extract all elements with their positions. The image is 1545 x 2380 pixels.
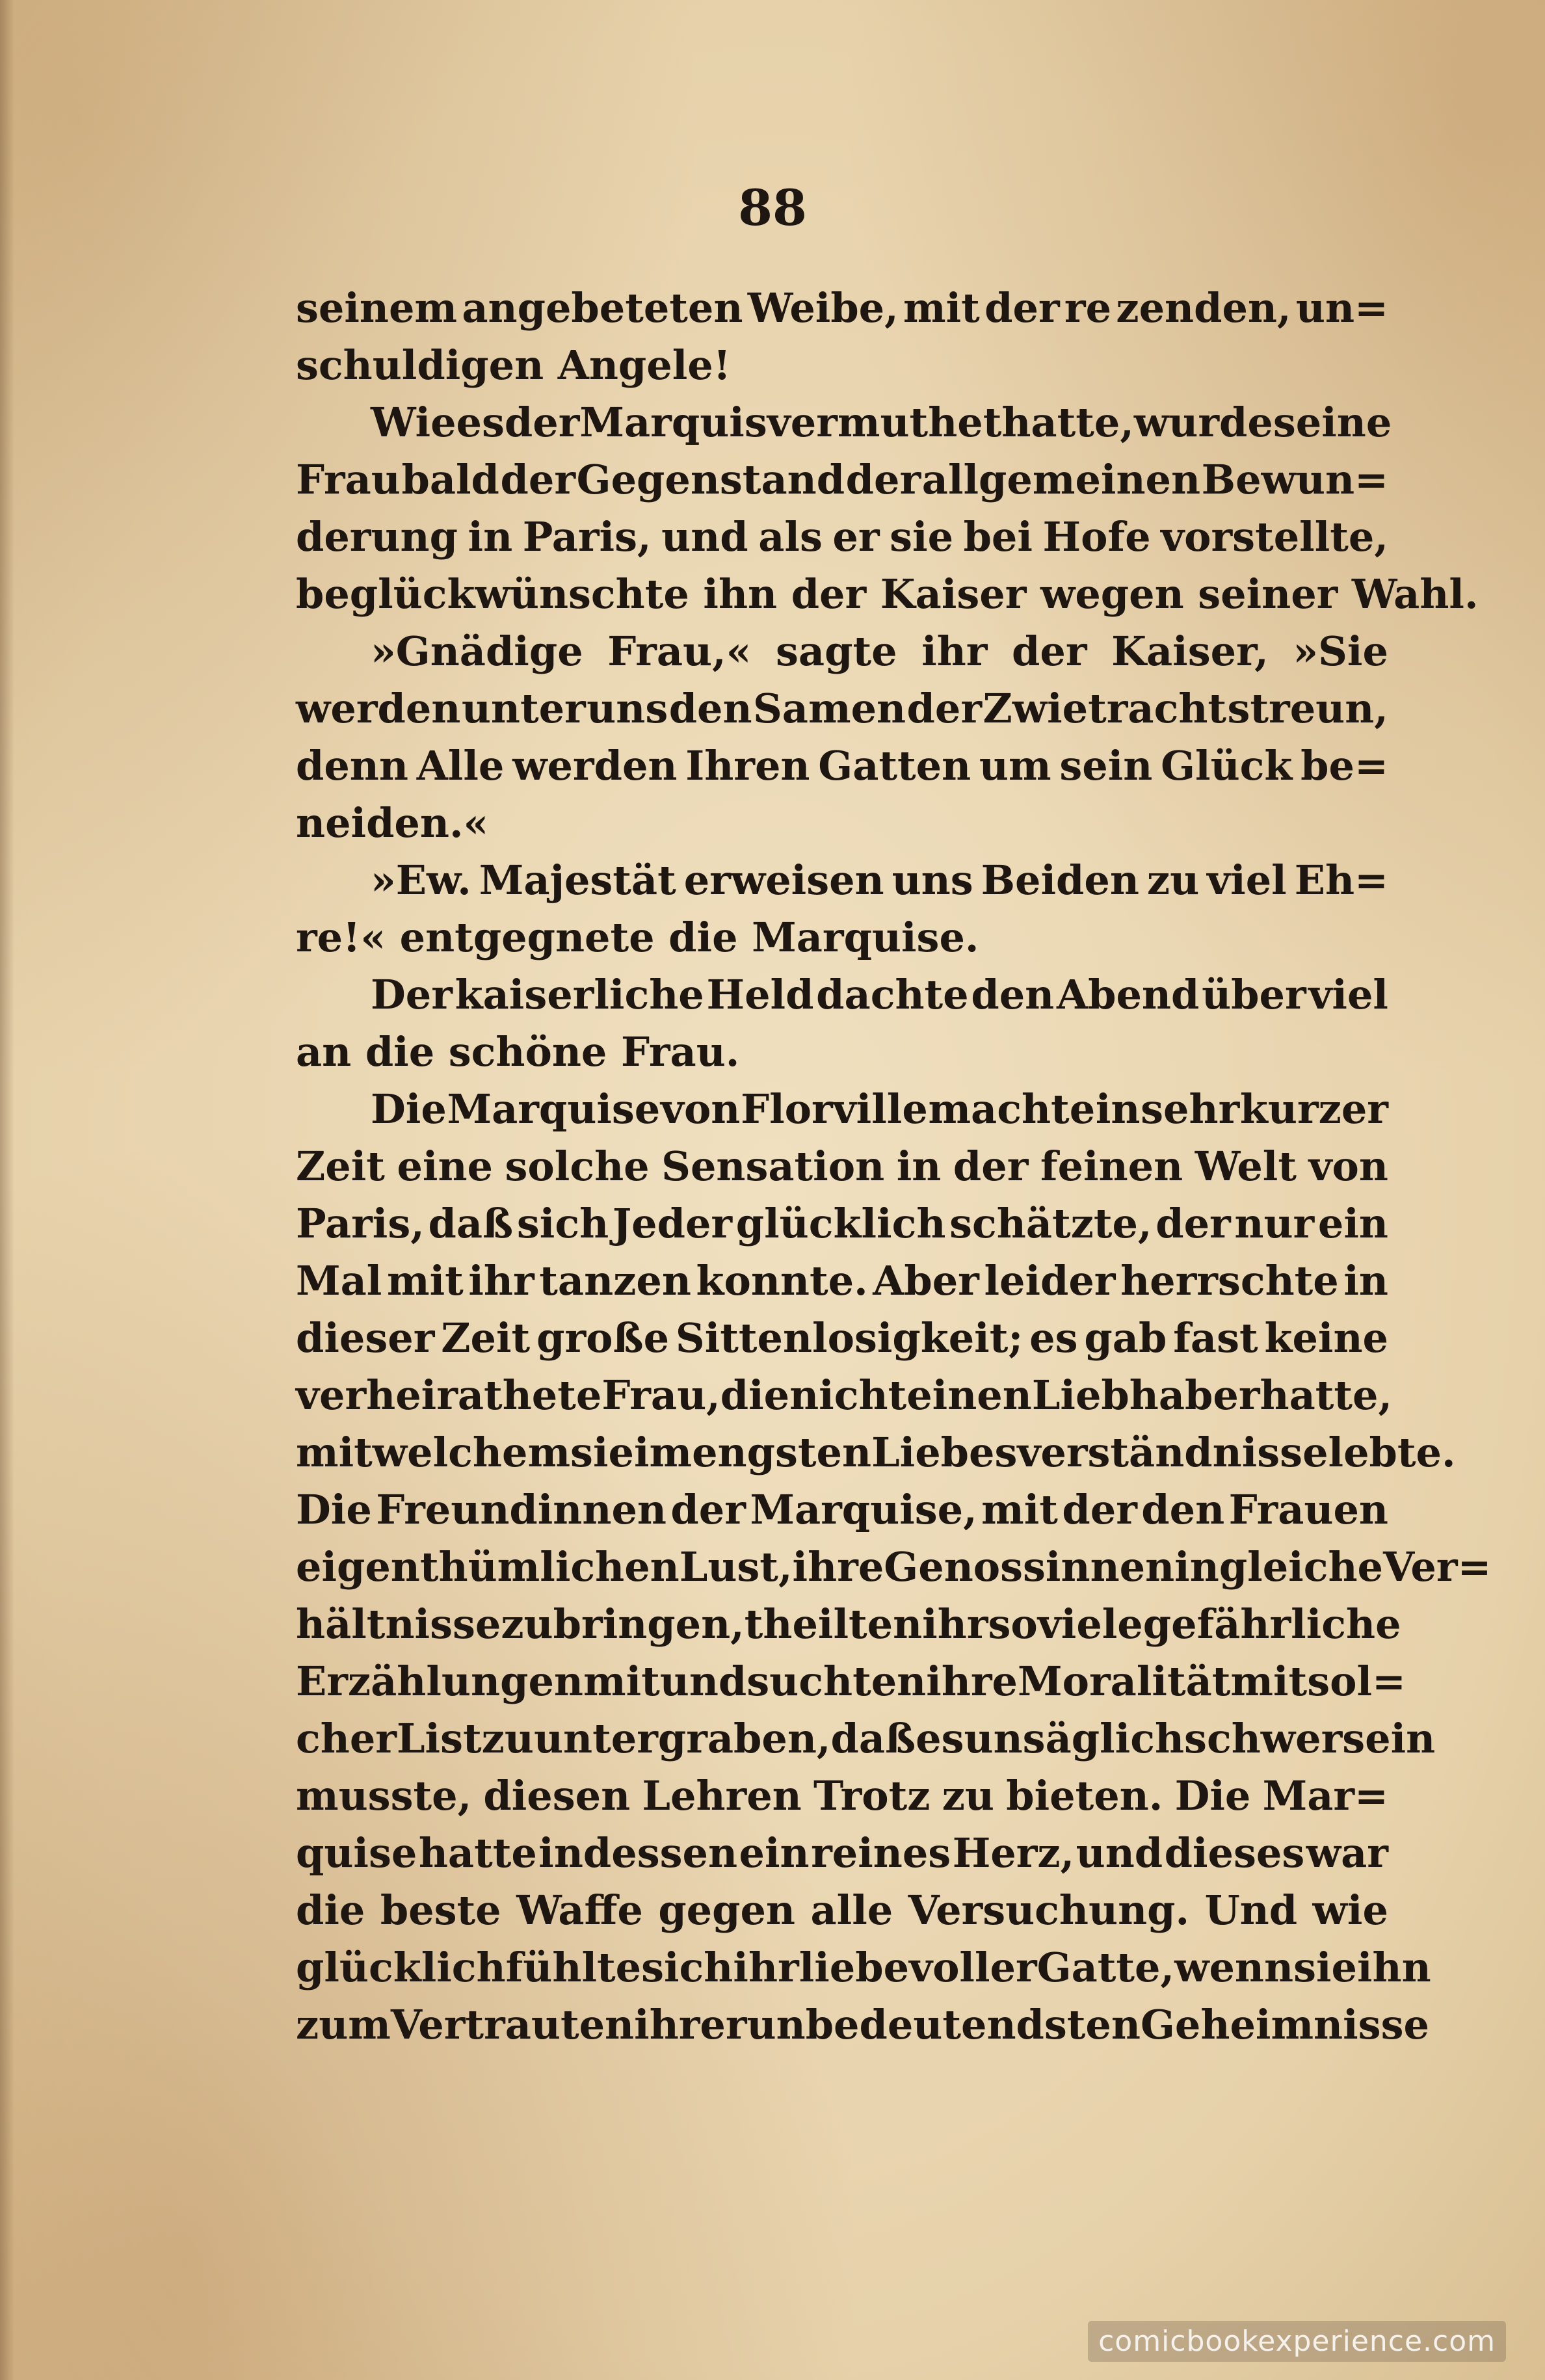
word: fast (1173, 1314, 1258, 1362)
word: Und (1204, 1886, 1298, 1934)
word: gab (1084, 1314, 1167, 1362)
word: ihre (792, 1543, 884, 1591)
text-line (296, 1081, 1388, 1138)
word: musste, (296, 1772, 472, 1819)
word: konnte. (696, 1257, 868, 1304)
text-line (296, 394, 1392, 451)
word: sein (1342, 1715, 1436, 1762)
word: der (504, 399, 580, 446)
word: Glück (1161, 742, 1293, 789)
word: ihn (1356, 1944, 1431, 1991)
word: Die (371, 1085, 447, 1133)
word: feinen (1040, 1143, 1183, 1190)
word: ihr (921, 628, 988, 675)
word: viel (1207, 856, 1287, 904)
word: ihrer (634, 2001, 747, 2048)
word: sagte (776, 628, 897, 675)
word: hatte, (1001, 399, 1134, 446)
word: Wie (371, 399, 456, 446)
word: List (396, 1715, 482, 1762)
word: viele (1037, 1600, 1143, 1648)
text-line (296, 1367, 1393, 1424)
word: Freundinnen (376, 1486, 667, 1533)
text-line (296, 1424, 1456, 1481)
word: daß (830, 1715, 916, 1762)
word: un= (1295, 284, 1388, 332)
word: dachte (816, 971, 969, 1018)
word: Marquise, (750, 1486, 977, 1533)
text-line (296, 1825, 1388, 1882)
word: Waffe (516, 1886, 643, 1934)
word: kaiserliche (455, 971, 704, 1018)
word: Liebhaber (1031, 1371, 1260, 1419)
word: mit (583, 1658, 660, 1705)
word: Frauen (1228, 1486, 1388, 1533)
word: in (1343, 1257, 1388, 1304)
word: Florville (741, 1085, 928, 1133)
word: bieten. (1006, 1772, 1163, 1819)
word: theilten (744, 1600, 923, 1648)
word: engsten (692, 1429, 872, 1476)
word: der (1155, 1200, 1231, 1247)
text-line (296, 1653, 1406, 1710)
word: Die (296, 1486, 372, 1533)
word: der (953, 1143, 1029, 1190)
word: Bewun= (1201, 456, 1388, 503)
word: Eh= (1294, 856, 1388, 904)
word: Die (1174, 1772, 1251, 1819)
word: Weibe, (747, 284, 899, 332)
word: Sittenlosigkeit; (675, 1314, 1023, 1362)
word: und (661, 513, 748, 561)
text-line (296, 1481, 1388, 1539)
word: derung (296, 513, 458, 561)
text-line (296, 1138, 1388, 1195)
word: solche (505, 1143, 650, 1190)
word: sie (570, 1429, 634, 1476)
word: seinem (296, 284, 458, 332)
word: Held (706, 971, 814, 1018)
text-line (296, 1767, 1388, 1825)
word: mit (386, 1257, 464, 1304)
word: Zwietracht (983, 685, 1227, 732)
word: nicht (789, 1371, 907, 1419)
word: hatte (418, 1829, 537, 1877)
word: suchten (746, 1658, 927, 1705)
word: erweisen (683, 856, 884, 904)
word: Hofe (1042, 513, 1151, 561)
word: es (916, 1715, 964, 1762)
text-line (296, 1310, 1388, 1367)
text-line (296, 1252, 1388, 1310)
word: ein (739, 1829, 810, 1877)
word: welchem (372, 1429, 571, 1476)
word: herrschte (1120, 1257, 1339, 1304)
word: daß (428, 1200, 514, 1247)
word: von (660, 1085, 741, 1133)
word: Paris, (296, 1200, 425, 1247)
word: werden (512, 742, 678, 789)
word: große (536, 1314, 670, 1362)
word: der (1012, 628, 1087, 675)
word: Gatten (818, 742, 971, 789)
word: er (832, 513, 880, 561)
word: über (1202, 971, 1306, 1018)
word: Herz, (952, 1829, 1075, 1877)
word: Majestät (479, 856, 676, 904)
text-line-content: neiden.« (296, 799, 489, 847)
word: Frau, (601, 1371, 720, 1419)
text-line (296, 566, 1479, 623)
word: den (1141, 1486, 1225, 1533)
word: bei (963, 513, 1033, 561)
text-line (296, 623, 1388, 680)
word: eine (397, 1143, 493, 1190)
word: Vertrauten (390, 2001, 635, 2048)
word: unter (461, 685, 586, 732)
text-line-content: schuldigen Angele! (296, 341, 731, 389)
word: mit (981, 1486, 1058, 1533)
text-line (296, 1195, 1388, 1252)
word: sich (641, 1944, 733, 1991)
word: Gegenstand (576, 456, 845, 503)
word: fühlte (505, 1944, 642, 1991)
word: bringen, (553, 1600, 745, 1648)
word: sie (890, 513, 954, 561)
word: im (633, 1429, 693, 1476)
text-line (296, 1596, 1401, 1653)
word: Beiden (981, 856, 1139, 904)
word: Ihren (685, 742, 810, 789)
word: einen (906, 1371, 1032, 1419)
text-line-content: an die schöne Frau. (296, 1028, 740, 1076)
word: dieses (1164, 1829, 1305, 1877)
word: wenn (1174, 1944, 1294, 1991)
word: sein (1059, 742, 1153, 789)
word: quise (296, 1829, 417, 1877)
word: Trotz (813, 1772, 931, 1819)
word: in (468, 513, 513, 561)
word: denn (296, 742, 408, 789)
word: tanzen (539, 1257, 691, 1304)
word: viel (1308, 971, 1388, 1018)
word: als (758, 513, 823, 561)
word: Samen (753, 685, 906, 732)
word: glücklich (735, 1200, 946, 1247)
word: re (1064, 284, 1112, 332)
word: angebeteten (462, 284, 743, 332)
word: sie (1293, 1944, 1357, 1991)
text-line-content: beglückwünschte ihn der Kaiser wegen seiner Wahl. (296, 570, 1479, 618)
word: in (1174, 1543, 1219, 1591)
word: be= (1301, 742, 1388, 789)
text-line (296, 1024, 1388, 1081)
word: in (896, 1143, 942, 1190)
text-line (296, 737, 1388, 795)
word: Sensation (661, 1143, 885, 1190)
text-line (296, 1710, 1436, 1767)
word: schwer (1184, 1715, 1343, 1762)
word: mit (296, 1429, 373, 1476)
word: reines (811, 1829, 951, 1877)
word: gleiche (1219, 1543, 1383, 1591)
word: untergraben, (533, 1715, 831, 1762)
text-line (296, 1939, 1431, 1996)
word: Liebesverständnisse (871, 1429, 1328, 1476)
word: Lehren (642, 1772, 802, 1819)
word: Alle (416, 742, 505, 789)
text-line (296, 451, 1388, 509)
text-line (296, 280, 1388, 337)
word: Versuchung. (908, 1886, 1190, 1934)
word: mit (903, 284, 980, 332)
word: indessen (538, 1829, 738, 1877)
word: es (456, 399, 505, 446)
text-line (296, 1996, 1429, 2054)
word: zum (296, 2001, 391, 2048)
word: werden (296, 685, 461, 732)
word: Moralität (1018, 1658, 1231, 1705)
word: Genossinnen (884, 1543, 1175, 1591)
word: Paris, (522, 513, 652, 561)
word: verheirathete (296, 1371, 602, 1419)
word: diesen (483, 1772, 631, 1819)
watermark: comicbookexperience.com (1088, 2321, 1506, 2362)
word: der (1062, 1486, 1137, 1533)
text-line (296, 509, 1388, 566)
word: den (971, 971, 1055, 1018)
word: zenden, (1116, 284, 1291, 332)
word: Frau (296, 456, 401, 503)
word: der (500, 456, 575, 503)
word: Frau,« (607, 628, 752, 675)
word: so (988, 1600, 1038, 1648)
word: Mar= (1262, 1772, 1388, 1819)
word: Aber (873, 1257, 979, 1304)
word: Abend (1056, 971, 1200, 1018)
word: uns (891, 856, 973, 904)
text-line (296, 337, 1388, 394)
word: der (906, 685, 983, 732)
word: Kaiser, (1111, 628, 1269, 675)
word: unbedeutendsten (746, 2001, 1141, 2048)
word: mit (1230, 1658, 1308, 1705)
word: cher (296, 1715, 397, 1762)
word: zu (942, 1772, 994, 1819)
word: hältnisse (296, 1600, 501, 1648)
text-line (296, 1882, 1388, 1939)
word: Der (371, 971, 453, 1018)
word: »Ew. (371, 856, 471, 904)
word: liebevoller (799, 1944, 1037, 1991)
word: zu (501, 1600, 553, 1648)
page-edge-shadow (0, 0, 14, 2380)
word: »Sie (1293, 628, 1388, 675)
word: »Gnädige (371, 628, 583, 675)
word: streun, (1227, 685, 1388, 732)
word: machte (928, 1085, 1096, 1133)
text-line (296, 852, 1388, 909)
word: vorstellte, (1161, 513, 1388, 561)
word: eigenthümlichen (296, 1543, 680, 1591)
word: Gatte, (1037, 1944, 1175, 1991)
text-line (296, 909, 1388, 966)
text-line (296, 795, 1388, 852)
word: hatte, (1260, 1371, 1393, 1419)
word: gegen (658, 1886, 795, 1934)
word: zu (1146, 856, 1200, 904)
word: Zeit (441, 1314, 531, 1362)
word: die (296, 1886, 365, 1934)
text-line-content: re!« entgegnete die Marquise. (296, 914, 979, 961)
word: um (979, 742, 1051, 789)
word: Lust, (679, 1543, 793, 1591)
word: allgemeinen (921, 456, 1201, 503)
word: uns (587, 685, 668, 732)
word: nur (1234, 1200, 1315, 1247)
word: leider (984, 1257, 1116, 1304)
word: ihr (733, 1944, 799, 1991)
word: Zeit (296, 1143, 385, 1190)
word: den (668, 685, 752, 732)
word: die (720, 1371, 790, 1419)
word: vermuthet (767, 399, 1002, 446)
word: Marquis (579, 399, 767, 446)
word: und (659, 1658, 747, 1705)
word: der (845, 456, 921, 503)
text-line (296, 1539, 1492, 1596)
word: Welt (1195, 1143, 1297, 1190)
word: dieser (296, 1314, 435, 1362)
word: alle (810, 1886, 893, 1934)
text-line (296, 966, 1388, 1024)
word: bald (401, 456, 499, 503)
word: keine (1264, 1314, 1388, 1362)
word: glücklich (296, 1944, 506, 1991)
word: war (1306, 1829, 1388, 1877)
word: Mal (296, 1257, 382, 1304)
word: und (1076, 1829, 1163, 1877)
text-line (296, 680, 1388, 737)
word: es (1029, 1314, 1078, 1362)
word: kurzer (1239, 1085, 1388, 1133)
word: seine (1273, 399, 1392, 446)
word: wie (1312, 1886, 1388, 1934)
word: ein (1317, 1200, 1388, 1247)
word: Geheimnisse (1140, 2001, 1429, 2048)
word: sol= (1307, 1658, 1406, 1705)
word: ihr (922, 1600, 988, 1648)
word: Erzählungen (296, 1658, 583, 1705)
word: ihre (926, 1658, 1018, 1705)
word: in (1095, 1085, 1141, 1133)
body-text (296, 280, 1492, 2054)
word: schätzte, (949, 1200, 1152, 1247)
word: der (670, 1486, 746, 1533)
word: gefährliche (1142, 1600, 1401, 1648)
word: sich (516, 1200, 609, 1247)
page-number: 88 (738, 179, 807, 237)
word: der (984, 284, 1060, 332)
word: sehr (1141, 1085, 1240, 1133)
word: ihr (468, 1257, 535, 1304)
word: lebte. (1328, 1429, 1456, 1476)
word: beste (380, 1886, 501, 1934)
word: zu (481, 1715, 534, 1762)
word: Jeder (612, 1200, 733, 1247)
word: Marquise (447, 1085, 661, 1133)
word: Ver= (1383, 1543, 1492, 1591)
word: von (1308, 1143, 1388, 1190)
word: wurde (1133, 399, 1273, 446)
word: unsäglich (964, 1715, 1185, 1762)
